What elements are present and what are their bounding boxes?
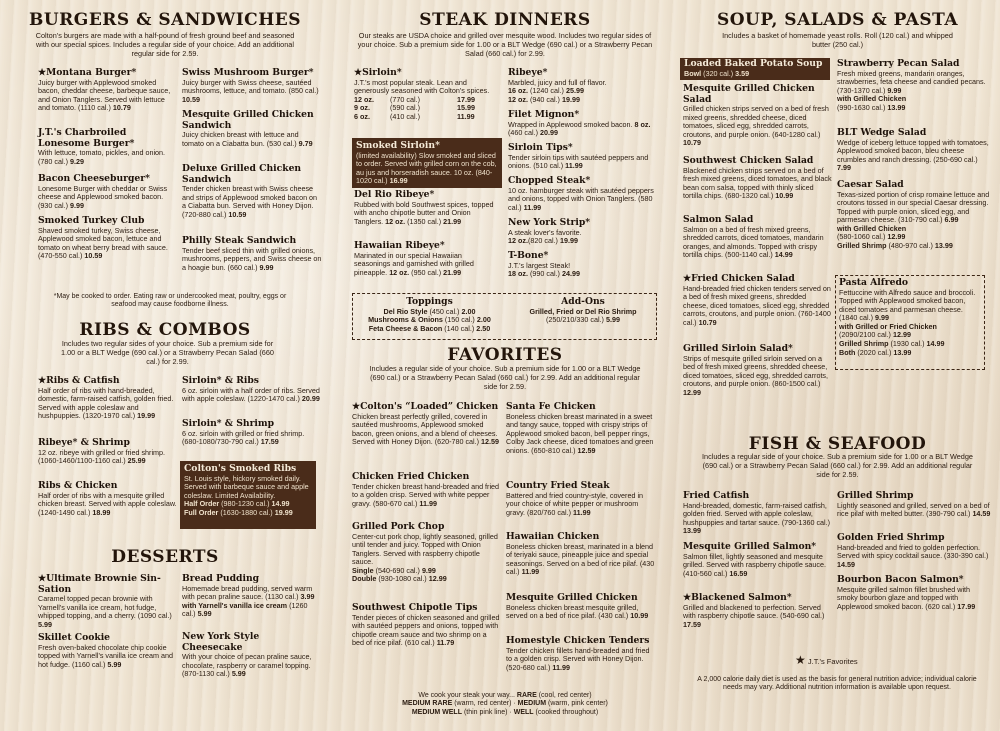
menu-item-southwest-chicken-salad: Southwest Chicken Salad Blackened chicken strips served on a bed of fresh mixed greens, diced tomatoes, and black bean corn salsa, topped with thinly sliced tortilla chips. (680-1320 cal.) 10.99 <box>683 155 832 201</box>
menu-item-deluxe-chicken-sandwich: Deluxe Grilled Chicken Sandwich Tender chicken breast with Swiss cheese and strips of Applewood smoked bacon on a Ciabatta bun. Served with Honey Dijon. (720-880 cal.) 10.59 <box>182 163 318 219</box>
menu-item-blt-wedge-salad: BLT Wedge Salad Wedge of iceberg lettuce topped with tomatoes, Applewood smoked bacon, bleu cheese crumbles and ranch dressing. (250-690 cal.) 7.99 <box>837 127 989 173</box>
favorite-star-icon: ★ <box>683 593 692 603</box>
steak-temperature-guide: We cook your steak your way... RARE (cool, red center) MEDIUM RARE (warm, red center) · MEDIUM (warm, pink center) MEDIUM WELL (thin pink line) · WELL (cooked throughout) <box>402 692 608 716</box>
column-middle <box>340 0 670 731</box>
smoked-sirloin-box: Smoked Sirloin* (limited availability) Slow smoked and sliced to order. Served with grilled corn on the cob, au jus and horseradish sauce. 10 oz. (840-1020 cal.) 16.99 <box>352 138 502 188</box>
steak-title: STEAK DINNERS <box>419 10 591 30</box>
menu-item-loaded-chicken: ★Colton's “Loaded” Chicken Chicken breast perfectly grilled, covered in sautéed mushrooms, Applewood smoked bacon, green onions, and a blend of cheeses. Served with Honey Dijon. (620-780 cal.) 12.59 <box>352 401 500 447</box>
menu-item-golden-fried-shrimp: Golden Fried Shrimp Hand-breaded and fried to golden perfection. Served with spicy cocktail sauce. (330-390 cal.) 14.59 <box>837 532 989 569</box>
potato-soup-box: Loaded Baked Potato Soup Bowl (320 cal.) 3.59 <box>680 58 830 80</box>
ribs-description: Includes two regular sides of your choice. Sub a premium side for 1.00 or a BLT Wedge (690 cal.) or a Strawberry Pecan Salad (660 cal.) for 2.99. <box>61 339 274 366</box>
desserts-title: DESSERTS <box>111 547 219 567</box>
menu-item-chopped-steak: Chopped Steak* 10 oz. hamburger steak with sautéed peppers and onions, topped with Onion Tanglers. (580 cal.) 11.99 <box>508 175 654 212</box>
menu-item-mesquite-salmon: Mesquite Grilled Salmon* Salmon fillet, lightly seasoned and mesquite grilled. Served with raspberry chipotle sauce. (410-560 cal.) 16.59 <box>683 541 827 578</box>
sirloin-sizes: 12 oz. (770 cal.) 17.99 9 oz. (590 cal.) 15.99 6 oz. (410 cal.) 11.99 <box>354 94 476 121</box>
menu-item-sirloin-ribs: Sirloin* & Ribs 6 oz. sirloin with a half order of ribs. Served with apple coleslaw. (1220-1470 cal.) 20.99 <box>182 375 320 404</box>
menu-item-mesquite-chicken-sandwich: Mesquite Grilled Chicken Sandwich Juicy chicken breast with lettuce and tomato on a Ciabatta bun. (530 cal.) 9.79 <box>182 109 314 148</box>
favorite-star-icon: ★ <box>683 274 692 284</box>
menu-item-brownie: ★Ultimate Brownie Sin-Sation Caramel topped pecan brownie with Yarnell's vanilla ice cream, hot fudge, whipped topping, and a cherry. (1090 cal.) 5.99 <box>38 573 172 629</box>
burgers-description: Colton's burgers are made with a half-pound of fresh ground beef and seasoned with our special spices. Includes a regular side of your choice. Add an additional regular side for 2.59. <box>35 31 295 58</box>
menu-item-ribs-catfish: ★Ribs & Catfish Half order of ribs with hand-breaded, domestic, farm-raised catfish, golden fried. Served with apple coleslaw and hushpuppies. (1320-1970 cal.) 19.99 <box>38 375 174 421</box>
raw-food-warning: *May be cooked to order. Eating raw or undercooked meat, poultry, eggs or seafood may cause foodborne illness. <box>53 293 287 309</box>
favorite-star-icon: ★ <box>38 574 47 584</box>
menu-item-grilled-shrimp: Grilled Shrimp Lightly seasoned and grilled, served on a bed of rice pilaf with melted butter. (390-790 cal.) 14.59 <box>837 490 991 519</box>
menu-item-pork-chop: Grilled Pork Chop Center-cut pork chop, lightly seasoned, grilled until tender and juicy. Topped with Onion Tanglers. Served with raspberry chipotle sauce. Single (540-690 cal.) 9.99 Double (930-1080 cal.) 12.99 <box>352 521 498 584</box>
burgers-title: BURGERS & SANDWICHES <box>28 10 301 30</box>
menu-item-sirloin: ★Sirloin* J.T.'s most popular steak. Lean and generously seasoned with Colton's spices. 12 oz. (770 cal.) 17.99 9 oz. (590 cal.) 15.99 6 oz. (410 cal.) 11.99 <box>354 68 499 121</box>
menu-item-cheesecake: New York Style Cheesecake With your choice of pecan praline sauce, chocolate, raspberry or caramel topping. (870-1130 cal.) 5.99 <box>182 631 312 679</box>
menu-item-swiss-mushroom-burger: Swiss Mushroom Burger* Juicy burger with Swiss cheese, sautéed mushrooms, lettuce, and tomato. (850 cal.) 10.59 <box>182 67 319 104</box>
menu-item-chicken-fried-chicken: Chicken Fried Chicken Tender chicken breast hand-breaded and fried to a golden crisp. Served with white pepper gravy. (580-670 cal.) 11.99 <box>352 471 500 508</box>
favorites-title: FAVORITES <box>447 345 563 365</box>
ribs-title: RIBS & COMBOS <box>79 320 251 340</box>
menu-item-del-rio-ribeye: Del Rio Ribeye* Rubbed with bold Southwest spices, topped with ancho chipotle butter and Onion Tanglers. 12 oz. (1350 cal.) 21.99 <box>354 189 494 226</box>
menu-item-ribs-chicken: Ribs & Chicken Half order of ribs with a mesquite grilled chicken breast. Served with apple coleslaw. (1240-1490 cal.) 18.99 <box>38 480 177 517</box>
menu-item-blackened-salmon: ★Blackened Salmon* Grilled and blackened to perfection. Served with raspberry chipotle sauce. (540-690 cal.) 17.59 <box>683 592 825 629</box>
menu-item-bourbon-bacon-salmon: Bourbon Bacon Salmon* Mesquite grilled salmon fillet brushed with smoky bourbon glaze and topped with Applewood smoked bacon. (620 cal.) 17.99 <box>837 574 976 611</box>
menu-item-santa-fe-chicken: Santa Fe Chicken Boneless chicken breast marinated in a sweet and tangy sauce, topped with crispy strips of Applewood smoked bacon, bell pepper rings, Colby Jack cheese, diced tomatoes and green onions. (650-810 cal.) 12.59 <box>506 401 654 455</box>
menu-item-strawberry-pecan-salad: Strawberry Pecan Salad Fresh mixed greens, mandarin oranges, strawberries, feta cheese and candied pecans. (730-1370 cal.) 9.99 with Grilled Chicken (990-1630 cal.) 13.99 <box>837 58 986 112</box>
favorite-star-icon: ★ <box>38 68 47 78</box>
soup-description: Includes a basket of homemade yeast rolls. Roll (120 cal.) and whipped butter (250 cal.) <box>722 31 953 49</box>
menu-item-fried-catfish: Fried Catfish Hand-breaded, domestic, farm-raised catfish, golden fried. Served with apple coleslaw, hushpuppies and tartar sauce. (790-1360 cal.) 13.99 <box>683 490 831 536</box>
menu-item-southwest-chipotle-tips: Southwest Chipotle Tips Tender pieces of chicken seasoned and grilled with sautéed peppers and onions, topped with chipotle cream sauce and two shrimp on a bed of rice pilaf. (610 cal.) 11.79 <box>352 602 500 648</box>
soup-title: SOUP, SALADS & PASTA <box>716 10 959 30</box>
fish-description: Includes a regular side of your choice. Sub a premium side for 1.00 or a BLT Wedge (690 cal.) or a Strawberry Pecan Salad (660 cal.) for 2.99. Add an additional regular side for 2.59. <box>702 452 973 479</box>
menu-item-grilled-sirloin-salad: Grilled Sirloin Salad* Strips of mesquite grilled sirloin served on a bed of fresh mixed greens, shredded cheese, diced tomatoes, sliced egg, shredded carrots, croutons, and purple onion. (860-1500 cal.) 12.99 <box>683 343 829 397</box>
menu-item-bacon-cheeseburger: Bacon Cheeseburger* Lonesome Burger with cheddar or Swiss cheese and Applewood smoked bacon. (930 cal.) 9.99 <box>38 173 168 210</box>
menu-item-lonesome-burger: J.T.'s Charbroiled Lonesome Burger* With lettuce, tomato, pickles, and onion. (780 cal.) 9.29 <box>38 127 166 166</box>
menu-item-country-fried-steak: Country Fried Steak Battered and fried country-style, covered in your choice of white pepper or mushroom gravy. (820/760 cal.) 11.99 <box>506 480 644 517</box>
menu-item-fried-chicken-salad: ★Fried Chicken Salad Hand-breaded fried chicken tenders served on a bed of fresh mixed greens, shredded cheese, diced tomatoes, sliced egg, shredded carrots, croutons, and purple onion. (760-1400 cal.) 10.79 <box>683 273 831 327</box>
menu-item-smoked-turkey-club: Smoked Turkey Club Shaved smoked turkey, Swiss cheese, Applewood smoked bacon, lettuce and tomato on wheat berry bread with sauce. (470-550 cal.) 10.59 <box>38 215 168 261</box>
favorites-description: Includes a regular side of your choice. Sub a premium side for 1.00 or a BLT Wedge (690 cal.) or a Strawberry Pecan Salad (660 cal.) for 2.99. Add an additional regular side for 2.59. <box>369 364 641 391</box>
menu-item-ribeye-shrimp: Ribeye* & Shrimp 12 oz. ribeye with grilled or fried shrimp. (1060-1460/1100-1160 cal.) 25.99 <box>38 437 166 466</box>
menu-item-filet-mignon: Filet Mignon* Wrapped in Applewood smoked bacon. 8 oz. (460 cal.) 20.99 <box>508 109 651 138</box>
favorite-star-icon: ★ <box>795 653 806 667</box>
favorites-legend: ★ J.T.'s Favorites <box>795 653 858 667</box>
menu-item-chicken-tenders: Homestyle Chicken Tenders Tender chicken fillets hand-breaded and fried to a golden crisp. Served with Honey Dijon. (520-680 cal.) 11.99 <box>506 635 650 672</box>
menu-item-montana-burger: ★Montana Burger* Juicy burger with Applewood smoked bacon, cheddar cheese, barbeque sauce, and Onion Tanglers. Served with lettuce and tomato. (1110 cal.) 10.79 <box>38 67 171 113</box>
column-right <box>675 0 1000 731</box>
steak-description: Our steaks are USDA choice and grilled over mesquite wood. Includes two regular sides of your choice. Sub a premium side for 1.00 or a BLT Wedge (690 cal.) or a Strawberry Pecan Salad (660 cal.) for 2.99. <box>357 31 653 58</box>
menu-item-t-bone: T-Bone* J.T.'s largest Steak! 18 oz. (990 cal.) 24.99 <box>508 250 580 279</box>
toppings-addons-box <box>352 293 657 340</box>
addons-list: Add-Ons Grilled, Fried or Del Rio Shrimp (250/210/330 cal.) 5.99 <box>529 296 637 325</box>
menu-item-hawaiian-chicken: Hawaiian Chicken Boneless chicken breast, marinated in a blend of teriyaki sauce, pineapple juice and special seasonings. Served on a bed of rice pilaf. (430 cal.) 11.99 <box>506 531 655 577</box>
menu-item-philly-steak: Philly Steak Sandwich Tender beef sliced thin with grilled onions, mushrooms, peppers, and Swiss cheese on a hoagie bun. (660 cal.) 9.99 <box>182 235 322 272</box>
menu-item-salmon-salad: Salmon Salad Salmon on a bed of fresh mixed greens, shredded carrots, diced tomatoes, mandarin oranges, and almonds. Topped with crispy tortilla chips. (500-1140 cal.) 14.99 <box>683 214 824 260</box>
favorite-star-icon: ★ <box>352 402 361 412</box>
menu-item-bread-pudding: Bread Pudding Homemade bread pudding, served warm with pecan praline sauce. (1130 cal.) 3.99 with Yarnell's vanilla ice cream (1260 cal.) 5.99 <box>182 573 315 619</box>
nutrition-note: A 2,000 calorie daily diet is used as the basis for general nutrition advice; individual calorie needs may vary. Additional nutrition information is available upon request. <box>697 676 977 692</box>
menu-item-new-york-strip: New York Strip* A steak lover's favorite. 12 oz.(820 cal.) 19.99 <box>508 217 591 246</box>
favorite-star-icon: ★ <box>354 68 363 78</box>
column-left <box>0 0 330 731</box>
menu-item-hawaiian-ribeye: Hawaiian Ribeye* Marinated in our special Hawaiian seasonings and garnished with grilled pineapple. 12 oz. (950 cal.) 21.99 <box>354 240 474 277</box>
pasta-alfredo-box: Pasta Alfredo Fettuccine with Alfredo sauce and broccoli. Topped with Applewood smoked bacon, diced tomatoes and parmesan cheese. (1840 cal.) 9.99 with Grilled or Fried Chicken (2090/2100 cal.) 12.99 Grilled Shrimp (1930 cal.) 14.99 Both (2020 cal.) 13.99 <box>835 275 985 370</box>
menu-item-sirloin-shrimp: Sirloin* & Shrimp 6 oz. sirloin with grilled or fried shrimp. (680-1080/730-790 cal.) 17.59 <box>182 418 305 447</box>
menu-item-sirloin-tips: Sirloin Tips* Tender sirloin tips with sautéed peppers and onions. (510 cal.) 11.99 <box>508 142 649 171</box>
menu-item-skillet-cookie: Skillet Cookie Fresh oven-baked chocolate chip cookie topped with Yarnell's vanilla ice cream and hot fudge. (1160 cal.) 5.99 <box>38 632 173 669</box>
menu-item-caesar-salad: Caesar Salad Texas-sized portion of crisp romaine lettuce and croutons tossed in our special Caesar dressing. Topped with purple onion, sliced egg, and parmesan cheese. (310-790 cal.) 6.99 with Grilled Chicken (580-1060 cal.) 12.99 Grilled Shrimp (480-970 cal.) 13.99 <box>837 179 990 251</box>
fish-title: FISH & SEAFOOD <box>748 434 927 454</box>
toppings-list: Toppings Del Rio Style (450 cal.) 2.00 Mushrooms & Onions (150 cal.) 2.00 Feta Cheese & Bacon (140 cal.) 2.50 <box>368 296 491 333</box>
smoked-ribs-box: Colton's Smoked Ribs St. Louis style, hickory smoked daily. Served with barbeque sauce and apple coleslaw. Limited Availability. Half Order (980-1230 cal.) 14.99 Full Order (1630-1880 cal.) 19.99 <box>180 461 316 529</box>
menu-item-mesquite-chicken-salad: Mesquite Grilled Chicken Salad Grilled chicken strips served on a bed of fresh mixed greens, shredded cheese, diced tomatoes, sliced egg, shredded carrots, croutons, and purple onion. (640-1280 cal.) 10.79 <box>683 83 829 148</box>
favorite-star-icon: ★ <box>38 376 47 386</box>
menu-item-mesquite-grilled-chicken: Mesquite Grilled Chicken Boneless chicken breast mesquite grilled, served on a bed of rice pilaf. (430 cal.) 10.99 <box>506 592 649 621</box>
menu-item-ribeye: Ribeye* Marbled, juicy and full of flavor. 16 oz. (1240 cal.) 25.99 12 oz. (940 cal.) 19.99 <box>508 67 607 104</box>
